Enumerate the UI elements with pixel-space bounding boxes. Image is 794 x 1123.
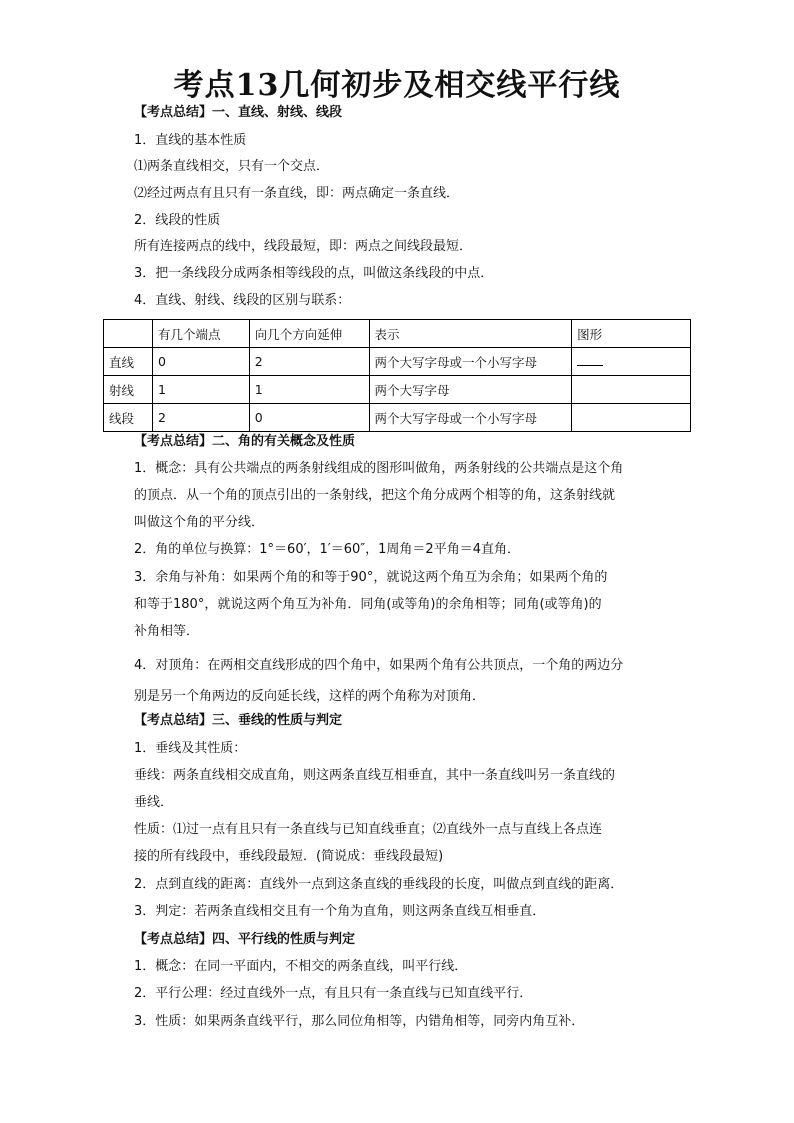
table-cell-notation: 两个大写字母或一个小写字母	[369, 404, 572, 432]
section3-p3b: 接的所有线段中，垂线段最短．(简说成：垂线段最短)	[134, 849, 444, 864]
section3-p1: 1．垂线及其性质：	[134, 741, 247, 756]
section3-p5: 3．判定：若两条直线相交且有一个角为直角，则这两条直线互相垂直．	[134, 904, 546, 919]
section3-p2a: 垂线：两条直线相交成直角，则这两条直线互相垂直，其中一条直线叫另一条直线的	[134, 768, 616, 783]
section2-p4b: 别是另一个角两边的反向延长线，这样的两个角称为对顶角．	[134, 689, 486, 704]
table-cell-endpoints: 0	[152, 348, 249, 376]
section4-p3: 3．性质：如果两条直线平行，那么同位角相等，内错角相等，同旁内角互补．	[134, 1014, 585, 1029]
section1-p7: 4．直线、射线、线段的区别与联系：	[134, 293, 351, 308]
table-header-cell: 有几个端点	[152, 320, 249, 348]
table-row	[104, 404, 691, 432]
table-cell-directions: 2	[249, 348, 369, 376]
comparison-table	[103, 319, 691, 432]
section2-p2: 2．角的单位与换算：1°＝60′，1′＝60″，1周角＝2平角＝4直角．	[134, 542, 520, 557]
table-cell-name: 直线	[104, 348, 153, 376]
table-cell-directions: 1	[249, 376, 369, 404]
table-row	[104, 376, 691, 404]
section3-p4: 2．点到直线的距离：直线外一点到这条直线的垂线段的长度，叫做点到直线的距离．	[134, 877, 624, 892]
section1-heading: 【考点总结】一、直线、射线、线段	[134, 105, 343, 120]
section3-heading: 【考点总结】三、垂线的性质与判定	[134, 713, 343, 728]
table-cell-figure	[572, 348, 691, 376]
table-cell-directions: 0	[249, 404, 369, 432]
section1-p5: 所有连接两点的线中，线段最短，即：两点之间线段最短．	[134, 239, 473, 254]
line-figure	[577, 355, 603, 366]
table-header-cell: 向几个方向延伸	[249, 320, 369, 348]
section4-p2: 2．平行公理：经过直线外一点，有且只有一条直线与已知直线平行．	[134, 986, 533, 1001]
table-cell-endpoints: 1	[152, 376, 249, 404]
table-header-cell: 图形	[572, 320, 691, 348]
table-cell-figure	[572, 404, 691, 432]
section1-p4: 2．线段的性质	[134, 213, 221, 228]
section3-p2b: 垂线．	[134, 795, 174, 810]
section2-p1b: 的顶点．从一个角的顶点引出的一条射线，把这个角分成两个相等的角，这条射线就	[134, 488, 616, 503]
section2-p3c: 补角相等．	[134, 624, 200, 639]
section4-heading: 【考点总结】四、平行线的性质与判定	[134, 932, 356, 947]
section2-p4a: 4．对顶角：在两相交直线形成的四个角中，如果两个角有公共顶点，一个角的两边分	[134, 658, 624, 673]
section4-p1: 1．概念：在同一平面内，不相交的两条直线，叫平行线．	[134, 959, 468, 974]
table-header-row	[104, 320, 691, 348]
section1-p3: ⑵经过两点有且只有一条直线，即：两点确定一条直线．	[134, 186, 460, 201]
table-cell-endpoints: 2	[152, 404, 249, 432]
table-cell-name: 线段	[104, 404, 153, 432]
table-cell-notation: 两个大写字母	[369, 376, 572, 404]
table-cell-name: 射线	[104, 376, 153, 404]
section1-p2: ⑴两条直线相交，只有一个交点．	[134, 159, 330, 174]
table-cell-figure	[572, 376, 691, 404]
section3-p3a: 性质：⑴过一点有且只有一条直线与已知直线垂直；⑵直线外一点与直线上各点连	[134, 822, 603, 837]
table-header-cell: 表示	[369, 320, 572, 348]
section2-p3a: 3．余角与补角：如果两个角的和等于90°，就说这两个角互为余角；如果两个角的	[134, 570, 608, 585]
table-header-cell	[104, 320, 153, 348]
section1-p1: 1．直线的基本性质	[134, 133, 247, 148]
section2-p3b: 和等于180°，就说这两个角互为补角．同角(或等角)的余角相等；同角(或等角)的	[134, 597, 602, 612]
section2-p1c: 叫做这个角的平分线．	[134, 515, 265, 530]
table-cell-notation: 两个大写字母或一个小写字母	[369, 348, 572, 376]
section2-p1a: 1．概念：具有公共端点的两条射线组成的图形叫做角，两条射线的公共端点是这个角	[134, 461, 624, 476]
page-title: 考点13几何初步及相交线平行线	[173, 68, 621, 103]
table-row	[104, 348, 691, 376]
section1-p6: 3．把一条线段分成两条相等线段的点，叫做这条线段的中点．	[134, 266, 494, 281]
section2-heading: 【考点总结】二、角的有关概念及性质	[134, 434, 356, 449]
